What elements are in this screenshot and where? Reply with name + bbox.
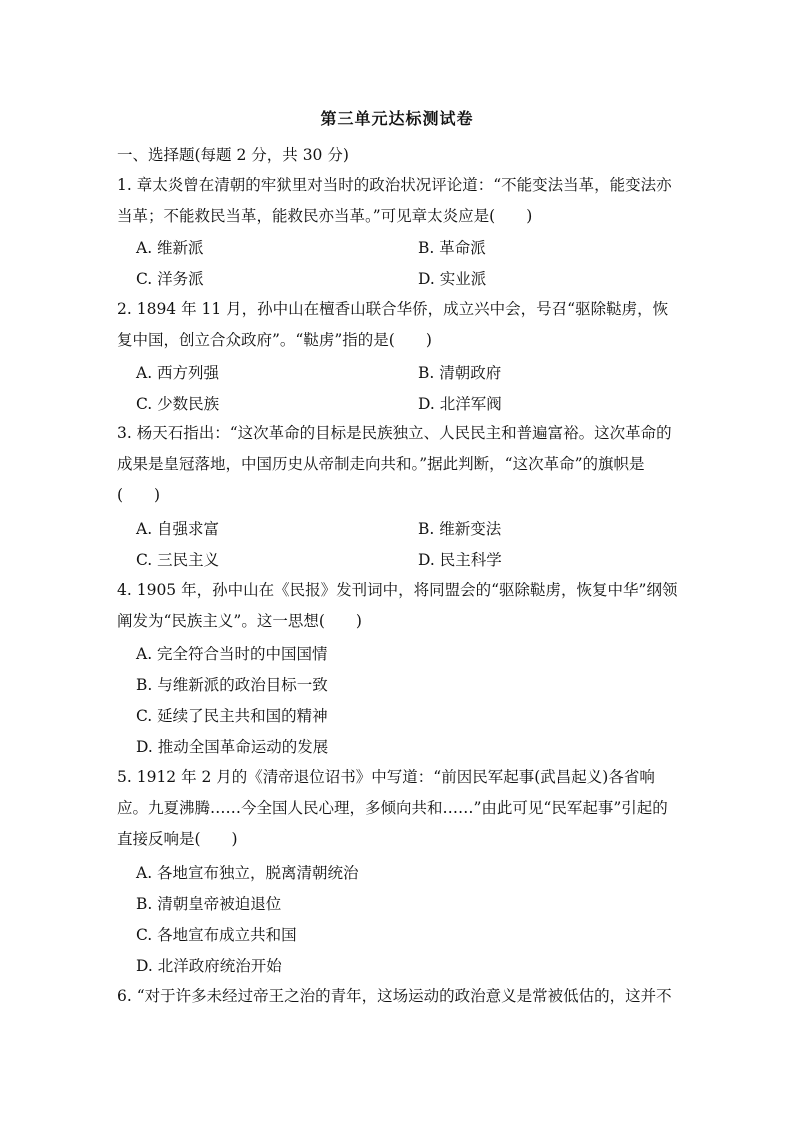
option-c: C. 洋务派: [136, 270, 204, 288]
option-d: D. 实业派: [418, 270, 487, 288]
option-a: A. 西方列强: [136, 364, 220, 382]
option-b: B. 清朝皇帝被迫退位: [136, 895, 282, 913]
section-heading: 一、选择题(每题 2 分，共 30 分): [117, 146, 349, 164]
question-6: 6. “对于许多未经过帝王之治的青年，这场运动的政治意义是常被低估的，这并不: [117, 987, 672, 1005]
option-c: C. 各地宣布成立共和国: [136, 926, 297, 944]
option-a: A. 各地宣布独立，脱离清朝统治: [136, 864, 359, 882]
option-d: D. 推动全国革命运动的发展: [136, 738, 329, 756]
option-b: B. 清朝政府: [418, 364, 502, 382]
option-b: B. 维新变法: [418, 520, 502, 538]
question-5: 5. 1912 年 2 月的《清帝退位诏书》中写道：“前因民军起事(武昌起义)各省响应。九夏沸腾……今全国人民心理，多倾向共和……”由此可见“民军起事”引起的直接反响是( ): [117, 768, 668, 848]
page-title: 第三单元达标测试卷: [320, 109, 474, 128]
option-c: C. 少数民族: [136, 395, 220, 413]
question-2: 2. 1894 年 11 月，孙中山在檀香山联合华侨，成立兴中会，号召“驱除鞑虏，恢复中国，创立合众政府”。“鞑虏”指的是( ): [117, 300, 669, 349]
option-c: C. 延续了民主共和国的精神: [136, 707, 328, 725]
option-d: D. 北洋政府统治开始: [136, 957, 282, 975]
option-a: A. 完全符合当时的中国国情: [136, 645, 328, 663]
question-4: 4. 1905 年，孙中山在《民报》发刊词中，将同盟会的“驱除鞑虏，恢复中华”纲领阐发为“民族主义”。这一思想( ): [117, 581, 678, 630]
question-1: 1. 章太炎曾在清朝的牢狱里对当时的政治状况评论道：“不能变法当革，能变法亦当革；不能救民当革，能救民亦当革。”可见章太炎应是( ): [117, 176, 672, 225]
option-a: A. 维新派: [136, 239, 204, 257]
option-c: C. 三民主义: [136, 551, 220, 569]
option-b: B. 与维新派的政治目标一致: [136, 676, 328, 694]
option-b: B. 革命派: [418, 239, 486, 257]
question-3: 3. 杨天石指出：“这次革命的目标是民族独立、人民民主和普遍富裕。这次革命的成果是皇冠落地，中国历史从帝制走向共和。”据此判断，“这次革命”的旗帜是( ): [117, 424, 672, 504]
option-d: D. 民主科学: [418, 551, 502, 569]
option-d: D. 北洋军阀: [418, 395, 502, 413]
option-a: A. 自强求富: [136, 520, 220, 538]
